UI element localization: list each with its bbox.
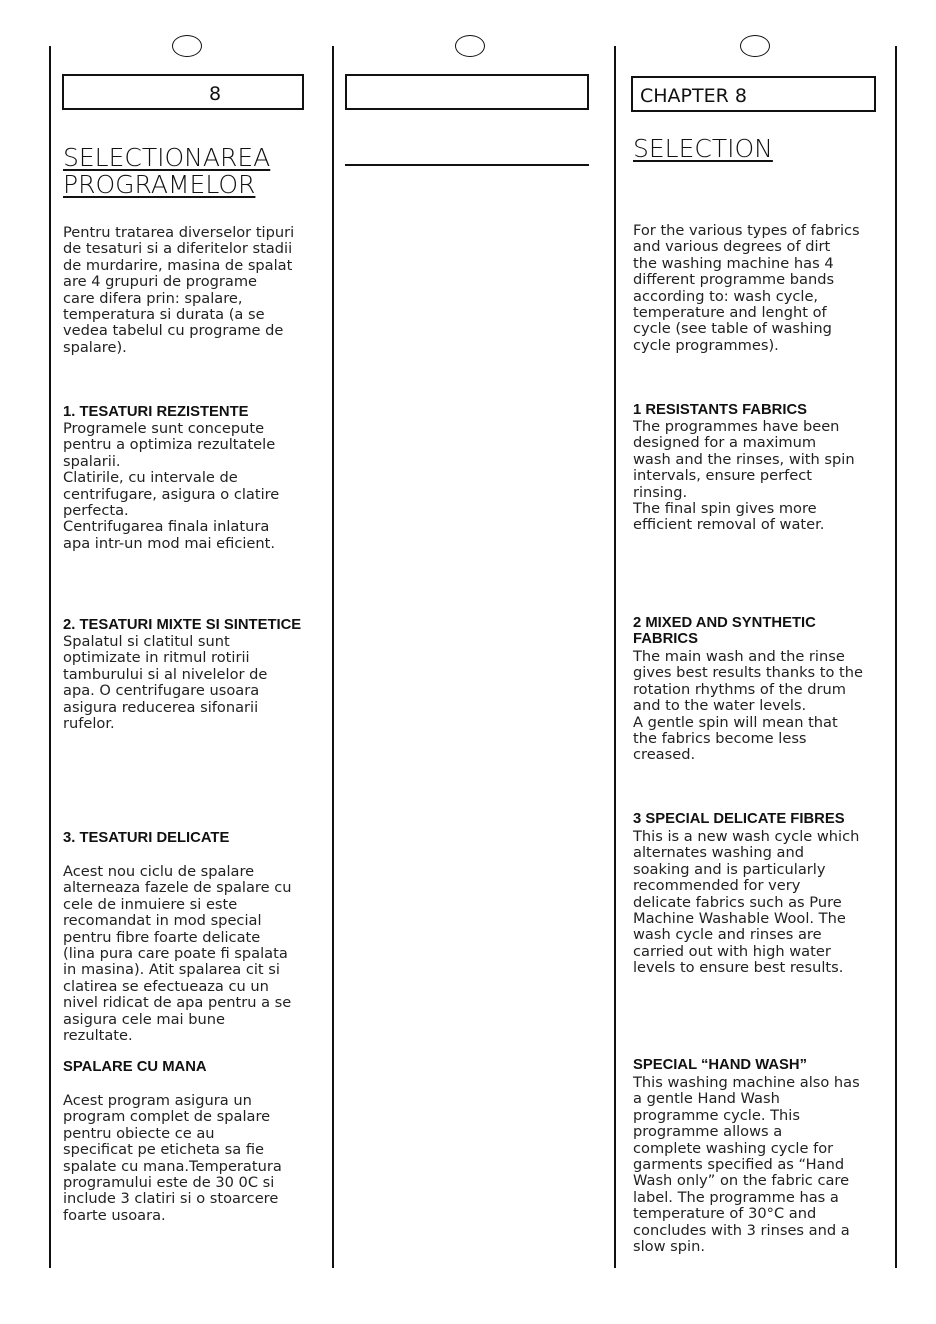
intro-left: Pentru tratarea diverselor tipuri de tesaturi si a diferitelor stadii de murdarire, masina de spalat are 4 grupuri de programe care difera prin: spalare, temperatura si durata (a se vedea tabelul cu programe de spalare). xyxy=(63,224,295,356)
section-2-heading-right: 2 MIXED AND SYNTHETIC FABRICS xyxy=(633,615,816,647)
section-3-body-right: This is a new wash cycle which alternates washing and soaking and is particularly recommended for very delicate fabrics such as Pure Machine Washable Wool. The wash cycle and rinses are carried out with high water levels to ensure best results. xyxy=(633,828,860,977)
section-1-heading-right: 1 RESISTANTS FABRICS xyxy=(633,402,808,418)
chapter-label-right: CHAPTER 8 xyxy=(640,85,747,107)
section-1-body-right: The programmes have been designed for a maximum wash and the rinses, with spin intervals, ensure perfect rinsing. The final spin gives more efficient removal of water. xyxy=(633,418,855,534)
section-4-body-left: Acest program asigura un program complet de spalare pentru obiecte ce au specificat pe eticheta sa fie spalate cu mana.Temperatura programului este de 30 0C si include 3 clatiri si o stoarcere foarte usoara. xyxy=(63,1092,282,1224)
chapter-box-left xyxy=(62,74,304,110)
language-marker-left-circle xyxy=(172,35,202,57)
section-3-heading-right: 3 SPECIAL DELICATE FIBRES xyxy=(633,811,845,827)
section-3-body-left: Acest nou ciclu de spalare alterneaza fazele de spalare cu cele de inmuiere si este recomandat in mod special pentru fibre foarte delicate (lina pura care poate fi spalata in masina). Atit spalarea cit si clatirea se efectueaza cu un nivel ridicat de apa pentru a se asigura cele mai bune rezultate. xyxy=(63,863,292,1045)
column-rule-left xyxy=(49,46,51,1268)
column-rule-middle-right xyxy=(614,46,616,1268)
chapter-number-left: 8 xyxy=(209,83,222,105)
title-underline-middle xyxy=(345,164,589,166)
section-title-left-line1: SELECTIONAREA xyxy=(63,143,271,172)
section-2-body-left: Spalatul si clatitul sunt optimizate in ritmul rotirii tamburului si al nivelelor de apa. O centrifugare usoara asigura reducerea sifonarii rufelor. xyxy=(63,633,268,733)
chapter-box-middle xyxy=(345,74,589,110)
column-rule-right xyxy=(895,46,897,1268)
section-1-heading-left: 1. TESATURI REZISTENTE xyxy=(63,404,249,420)
section-title-right: SELECTION xyxy=(633,134,773,163)
column-rule-middle-left xyxy=(332,46,334,1268)
section-2-heading-left: 2. TESATURI MIXTE SI SINTETICE xyxy=(63,617,302,633)
section-title-left-line2: PROGRAMELOR xyxy=(63,170,256,199)
language-marker-middle-circle xyxy=(455,35,485,57)
section-2-body-right: The main wash and the rinse gives best results thanks to the rotation rhythms of the drum and to the water levels. A gentle spin will mean that the fabrics become less creased. xyxy=(633,648,864,764)
section-4-heading-left: SPALARE CU MANA xyxy=(63,1059,207,1075)
chapter-box-right xyxy=(631,76,876,112)
section-4-heading-right: SPECIAL “HAND WASH” xyxy=(633,1057,808,1073)
language-marker-right-circle xyxy=(740,35,770,57)
section-4-body-right: This washing machine also has a gentle Hand Wash programme cycle. This programme allows a complete washing cycle for garments specified as “Hand Wash only” on the fabric care label. The programme has a temperature of 30°C and concludes with 3 rinses and a slow spin. xyxy=(633,1074,860,1256)
section-3-heading-left: 3. TESATURI DELICATE xyxy=(63,830,230,846)
section-1-body-left: Programele sunt concepute pentru a optimiza rezultatele spalarii. Clatirile, cu intervale de centrifugare, asigura o clatire perfecta. Centrifugarea finala inlatura apa intr-un mod mai eficient. xyxy=(63,420,280,552)
intro-right: For the various types of fabrics and various degrees of dirt the washing machine has 4 different programme bands according to: wash cycle, temperature and lenght of cycle (see table of washing cycle programmes). xyxy=(633,222,860,354)
